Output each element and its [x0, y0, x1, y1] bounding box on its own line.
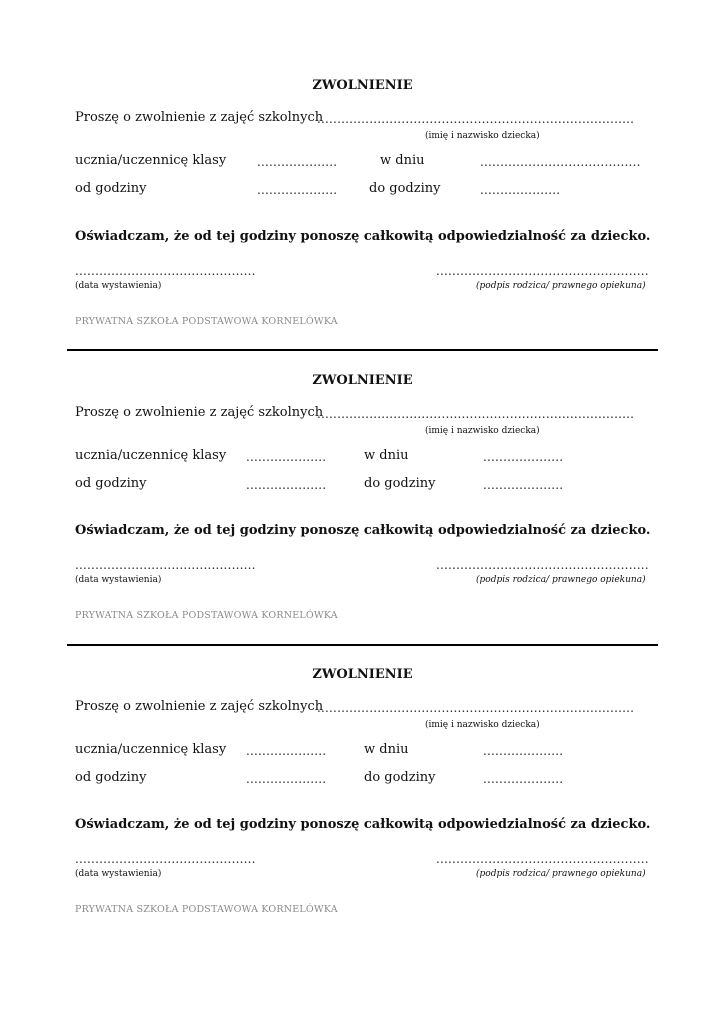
child-name-hint: (imię i nazwisko dziecka)	[425, 131, 540, 141]
to-hour-label: do godziny	[364, 476, 436, 491]
class-field[interactable]: ....................	[246, 744, 327, 758]
date-label: w dniu	[380, 153, 425, 168]
class-field[interactable]: ....................	[246, 450, 327, 464]
class-field[interactable]: ....................	[257, 155, 338, 169]
request-label: Proszę o zwolnienie z zajęć szkolnych	[75, 699, 324, 714]
from-hour-field[interactable]: ....................	[246, 478, 327, 492]
issue-date-hint: (data wystawienia)	[75, 281, 162, 291]
class-label: ucznia/uczennicę klasy	[75, 742, 227, 757]
issue-date-field[interactable]: .............................................	[75, 852, 256, 866]
slip-title: ZWOLNIENIE	[312, 78, 413, 93]
to-hour-label: do godziny	[364, 770, 436, 785]
to-hour-label: do godziny	[369, 181, 441, 196]
declaration-text: Oświadczam, że od tej godziny ponoszę całkowitą odpowiedzialność za dziecko.	[75, 817, 651, 832]
child-name-hint: (imię i nazwisko dziecka)	[425, 426, 540, 436]
class-label: ucznia/uczennicę klasy	[75, 153, 227, 168]
signature-hint: (podpis rodzica/ prawnego opiekuna)	[476, 575, 646, 585]
date-field[interactable]: ....................	[483, 450, 564, 464]
issue-date-field[interactable]: .............................................	[75, 264, 256, 278]
cut-line-1	[67, 349, 658, 351]
issue-date-field[interactable]: .............................................	[75, 558, 256, 572]
signature-hint: (podpis rodzica/ prawnego opiekuna)	[476, 869, 646, 879]
child-name-field[interactable]: ...............................................................................	[317, 407, 635, 421]
school-name: PRYWATNA SZKOŁA PODSTAWOWA KORNELÓWKA	[75, 316, 338, 327]
signature-field[interactable]: .....................................................	[436, 264, 649, 278]
date-label: w dniu	[364, 742, 409, 757]
school-name: PRYWATNA SZKOŁA PODSTAWOWA KORNELÓWKA	[75, 904, 338, 915]
cut-line-2	[67, 644, 658, 646]
child-name-hint: (imię i nazwisko dziecka)	[425, 720, 540, 730]
signature-hint: (podpis rodzica/ prawnego opiekuna)	[476, 281, 646, 291]
date-label: w dniu	[364, 448, 409, 463]
class-label: ucznia/uczennicę klasy	[75, 448, 227, 463]
date-field[interactable]: ....................	[483, 744, 564, 758]
from-hour-label: od godziny	[75, 181, 147, 196]
request-label: Proszę o zwolnienie z zajęć szkolnych	[75, 110, 324, 125]
from-hour-field[interactable]: ....................	[257, 183, 338, 197]
declaration-text: Oświadczam, że od tej godziny ponoszę całkowitą odpowiedzialność za dziecko.	[75, 523, 651, 538]
from-hour-field[interactable]: ....................	[246, 772, 327, 786]
issue-date-hint: (data wystawienia)	[75, 869, 162, 879]
child-name-field[interactable]: ...............................................................................	[317, 701, 635, 715]
from-hour-label: od godziny	[75, 770, 147, 785]
request-label: Proszę o zwolnienie z zajęć szkolnych	[75, 405, 324, 420]
to-hour-field[interactable]: ....................	[480, 183, 561, 197]
from-hour-label: od godziny	[75, 476, 147, 491]
to-hour-field[interactable]: ....................	[483, 772, 564, 786]
to-hour-field[interactable]: ....................	[483, 478, 564, 492]
slip-title: ZWOLNIENIE	[312, 667, 413, 682]
issue-date-hint: (data wystawienia)	[75, 575, 162, 585]
school-name: PRYWATNA SZKOŁA PODSTAWOWA KORNELÓWKA	[75, 610, 338, 621]
date-field[interactable]: ........................................	[480, 155, 641, 169]
slip-title: ZWOLNIENIE	[312, 373, 413, 388]
declaration-text: Oświadczam, że od tej godziny ponoszę całkowitą odpowiedzialność za dziecko.	[75, 229, 651, 244]
signature-field[interactable]: .....................................................	[436, 852, 649, 866]
child-name-field[interactable]: ...............................................................................	[317, 112, 635, 126]
signature-field[interactable]: .....................................................	[436, 558, 649, 572]
